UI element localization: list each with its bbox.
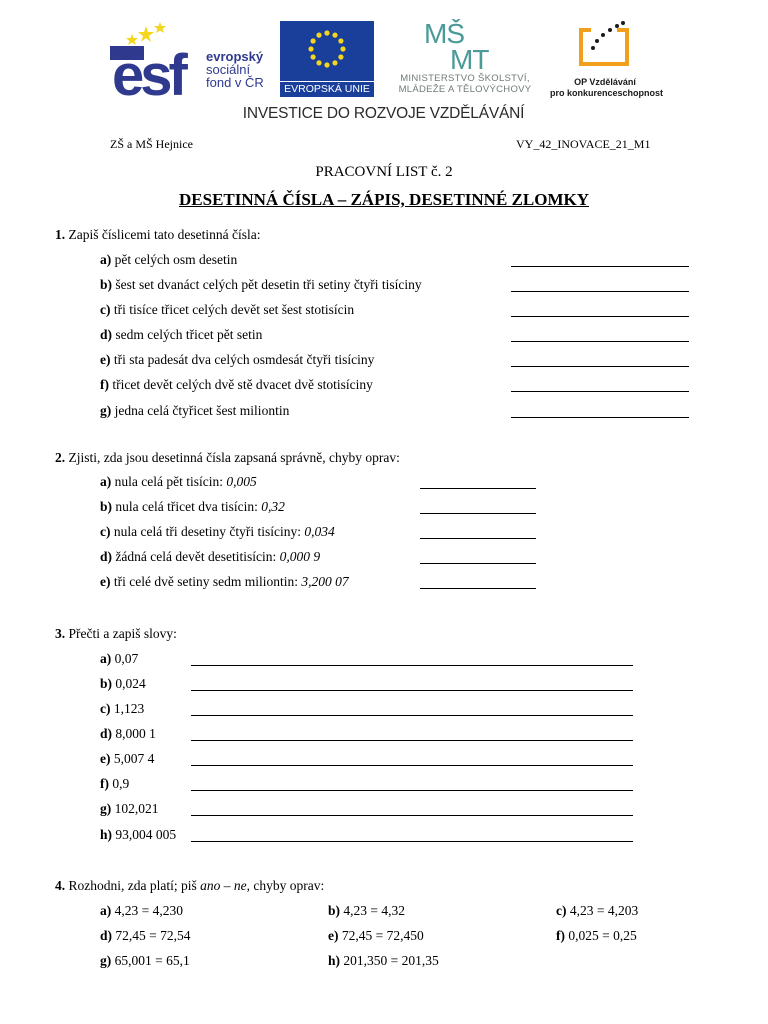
item-value: 0,07 [114,651,139,666]
item-label: d) [100,327,113,342]
item-text: 4,23 = 4,203 [569,903,639,918]
item-label: d) [100,928,113,943]
esf-mark-icon [110,20,205,98]
item-label: b) [100,499,113,514]
item-label: g) [100,403,112,418]
task4-prompt [55,878,324,894]
task3-item-f [100,776,129,792]
task3-blank-b[interactable] [191,690,633,691]
esf-line-2: sociální [206,62,251,77]
item-value: 0,32 [261,499,285,514]
task3-item-g [100,801,159,817]
task1-item-e [100,352,374,368]
item-label: b) [100,277,113,292]
task4-item-g [100,953,190,969]
item-label: h) [328,953,341,968]
task1-number: 1. [55,227,66,242]
task4-item-d [100,928,191,944]
task1-item-g [100,403,289,419]
task1-item-b [100,277,422,293]
svg-text:MT: MT [450,44,489,71]
item-label: a) [100,903,112,918]
item-value: 0,024 [115,676,146,691]
item-label: a) [100,474,112,489]
task3-item-h [100,827,176,843]
op-line-1: OP Vzdělávání [574,77,636,87]
item-label: f) [100,776,109,791]
msmt-line-2: MLÁDEŽE A TĚLOVÝCHOVY [398,84,532,95]
task2-blank-d[interactable] [420,563,536,564]
item-value: 3,200 07 [301,574,349,589]
task4-item-c [556,903,638,919]
task4-text-ne: ne [233,878,247,893]
logo-bar [0,0,768,130]
task2-item-a [100,474,257,490]
item-label: g) [100,801,112,816]
item-label: c) [556,903,567,918]
item-text: šest set dvanáct celých pět desetin tři setiny čtyři tisíciny [115,277,422,292]
page-title: DESETINNÁ ČÍSLA – ZÁPIS, DESETINNÉ ZLOMKY [179,190,589,209]
item-label: g) [100,953,112,968]
esf-line-1: evropský [206,49,264,64]
item-value: 8,000 1 [115,726,156,741]
item-text: 4,23 = 4,32 [343,903,406,918]
item-label: c) [100,302,111,317]
item-text: nula celá tři desetiny čtyři tisíciny: [113,524,301,539]
item-value: 102,021 [114,801,159,816]
item-label: a) [100,651,112,666]
op-line-2: pro konkurenceschopnost [550,88,664,98]
item-text: 201,350 = 201,35 [343,953,439,968]
item-text: 65,001 = 65,1 [114,953,190,968]
task1-blank-f[interactable] [511,391,689,392]
task4-item-f [556,928,637,944]
tagline: INVESTICE DO ROZVOJE VZDĚLÁVÁNÍ [242,105,525,122]
msmt-mark-icon [422,19,512,71]
item-label: b) [100,676,113,691]
item-label: d) [100,549,113,564]
msmt-line-1: MINISTERSTVO ŠKOLSTVÍ, [400,73,530,84]
msmt-text [382,73,548,95]
item-label: a) [100,252,112,267]
task1-blank-e[interactable] [511,366,689,367]
task3-blank-a[interactable] [191,665,633,666]
item-text: jedna celá čtyřicet šest miliontin [114,403,290,418]
item-value: 93,004 005 [115,827,177,842]
task2-blank-e[interactable] [420,588,536,589]
item-value: 0,000 9 [279,549,321,564]
item-value: 0,9 [112,776,130,791]
task3-item-c [100,701,144,717]
item-label: c) [100,524,111,539]
item-text: tři tisíce třicet celých devět set šest stotisícin [113,302,355,317]
task2-item-c [100,524,335,540]
svg-text:MŠ: MŠ [424,19,464,49]
op-logo [550,20,664,100]
task2-text: Zjisti, zda jsou desetinná čísla zapsaná správně, chyby oprav: [68,450,400,465]
item-value: 0,005 [226,474,257,489]
eu-label: EVROPSKÁ UNIE [280,82,374,97]
task4-item-a [100,903,183,919]
item-value: 5,007 4 [113,751,155,766]
task4-number: 4. [55,878,66,893]
esf-logo [110,20,275,98]
school-name: ZŠ a MŠ Hejnice [110,137,193,151]
task4-text-dash: – [223,878,231,893]
item-label: e) [100,574,111,589]
task4-text-post: , chyby oprav: [246,878,325,893]
msmt-logo [382,19,548,99]
item-text: 72,45 = 72,450 [341,928,424,943]
task1-prompt [55,227,260,243]
item-label: e) [100,751,111,766]
item-label: h) [100,827,113,842]
item-text: tři celé dvě setiny sedm miliontin: [113,574,298,589]
task3-blank-f[interactable] [191,790,633,791]
item-value: 1,123 [113,701,145,716]
task4-text-pre: Rozhodni, zda platí; piš [68,878,197,893]
item-label: b) [328,903,341,918]
task2-number: 2. [55,450,66,465]
item-text: sedm celých třicet pět setin [115,327,263,342]
task1-blank-b[interactable] [511,291,689,292]
item-text: nula celá třicet dva tisícin: [115,499,258,514]
task3-item-d [100,726,156,742]
task3-blank-d[interactable] [191,740,633,741]
task3-item-b [100,676,146,692]
eu-logo [280,21,375,97]
esf-line-3: fond v ČR [206,75,264,90]
sheet-number: PRACOVNÍ LIST č. 2 [315,164,453,180]
item-text: 72,45 = 72,54 [115,928,191,943]
task1-blank-d[interactable] [511,341,689,342]
item-text: tři sta padesát dva celých osmdesát čtyři tisíciny [113,352,375,367]
item-label: f) [556,928,565,943]
task3-text: Přečti a zapiš slovy: [68,626,177,641]
item-text: třicet devět celých dvě stě dvacet dvě stotisíciny [112,377,373,392]
task4-item-e [328,928,424,944]
task3-item-a [100,651,138,667]
esf-text [206,50,264,89]
item-label: e) [328,928,339,943]
op-text [550,77,664,99]
task2-blank-b[interactable] [420,513,536,514]
task1-item-d [100,327,262,343]
item-value: 0,034 [304,524,335,539]
item-label: f) [100,377,109,392]
task2-blank-a[interactable] [420,488,536,489]
op-mark-icon [573,20,637,70]
item-label: c) [100,701,111,716]
eu-flag-icon [280,21,374,81]
task1-item-f [100,377,373,393]
item-text: 4,23 = 4,230 [114,903,183,918]
task2-item-e [100,574,349,590]
task3-item-e [100,751,154,767]
task3-blank-g[interactable] [191,815,633,816]
task2-prompt [55,450,400,466]
task1-blank-a[interactable] [511,266,689,267]
svg-text:esf: esf [112,43,184,98]
task1-blank-c[interactable] [511,316,689,317]
task3-prompt [55,626,177,642]
task1-item-a [100,252,237,268]
item-text: nula celá pět tisícin: [114,474,223,489]
task4-item-h [328,953,439,969]
task2-item-b [100,499,285,515]
task2-blank-c[interactable] [420,538,536,539]
task4-item-b [328,903,405,919]
task1-text: Zapiš číslicemi tato desetinná čísla: [68,227,261,242]
material-code: VY_42_INOVACE_21_M1 [516,137,651,151]
task1-blank-g[interactable] [511,417,689,418]
task3-blank-h[interactable] [191,841,633,842]
task1-item-c [100,302,354,318]
task3-blank-c[interactable] [191,715,633,716]
task2-item-d [100,549,320,565]
task3-blank-e[interactable] [191,765,633,766]
item-label: e) [100,352,111,367]
item-text: pět celých osm desetin [114,252,238,267]
item-text: žádná celá devět desetitisícin: [115,549,277,564]
task4-text-ano: ano [200,878,221,893]
item-label: d) [100,726,113,741]
task3-number: 3. [55,626,66,641]
item-text: 0,025 = 0,25 [568,928,637,943]
